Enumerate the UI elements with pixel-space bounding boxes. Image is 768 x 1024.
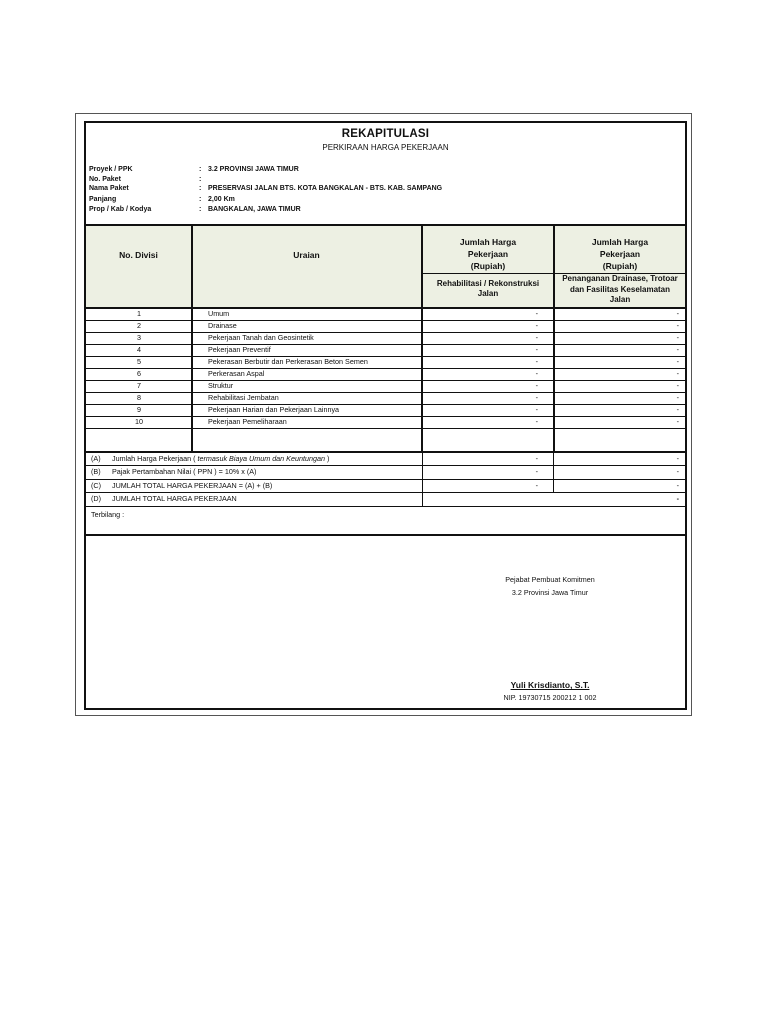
summary-text-d: JUMLAH TOTAL HARGA PEKERJAAN xyxy=(112,494,237,503)
info-label-proyek: Proyek / PPK xyxy=(89,166,133,173)
row-uraian: Pekerasan Berbutir dan Perkerasan Beton Semen xyxy=(208,357,368,366)
row-number: 9 xyxy=(137,405,141,414)
header-no-divisi: No. Divisi xyxy=(119,250,158,260)
row-number: 6 xyxy=(137,369,141,378)
row-uraian: Umum xyxy=(208,309,230,318)
header-col1-sub-line1: Rehabilitasi / Rekonstruksi xyxy=(436,279,540,288)
row-number: 3 xyxy=(137,333,141,342)
summary-text-a-main: Jumlah Harga Pekerjaan ( xyxy=(112,454,196,463)
row-uraian: Perkerasan Aspal xyxy=(208,369,265,378)
summary-column-divider xyxy=(553,452,554,492)
info-value-nama-paket: PRESERVASI JALAN BTS. KOTA BANGKALAN - BTS. KAB. SAMPANG xyxy=(208,185,443,192)
terbilang-label: Terbilang : xyxy=(91,510,125,519)
row-number: 2 xyxy=(137,321,141,330)
summary-value-c-col2: - xyxy=(676,481,679,490)
row-number: 7 xyxy=(137,381,141,390)
row-value-col1: - xyxy=(535,309,538,318)
terbilang-bottom-border xyxy=(85,534,686,536)
summary-value-b-col1: - xyxy=(535,467,538,476)
summary-text-b: Pajak Pertambahan Nilai ( PPN ) = 10% x (A) xyxy=(112,467,257,476)
row-uraian: Rehabilitasi Jembatan xyxy=(208,393,279,402)
row-uraian: Struktur xyxy=(208,381,234,390)
row-uraian: Pekerjaan Pemeliharaan xyxy=(208,417,287,426)
info-label-no-paket: No. Paket xyxy=(89,176,121,183)
row-value-col1: - xyxy=(535,333,538,342)
info-colon: : xyxy=(199,176,202,183)
info-colon: : xyxy=(199,185,202,192)
row-value-col2: - xyxy=(676,357,679,366)
info-colon: : xyxy=(199,166,202,173)
summary-code-c: (C) xyxy=(91,481,101,490)
row-value-col2: - xyxy=(676,405,679,414)
document-subtitle: PERKIRAAN HARGA PEKERJAAN xyxy=(322,143,449,152)
info-value-prop: BANGKALAN, JAWA TIMUR xyxy=(208,206,301,213)
summary-value-a-col1: - xyxy=(535,454,538,463)
row-number: 5 xyxy=(137,357,141,366)
row-uraian: Pekerjaan Preventif xyxy=(208,345,271,354)
row-value-col2: - xyxy=(676,381,679,390)
row-value-col2: - xyxy=(676,393,679,402)
summary-text-a xyxy=(112,453,329,465)
row-value-col1: - xyxy=(535,381,538,390)
row-uraian: Pekerjaan Harian dan Pekerjaan Lainnya xyxy=(208,405,340,414)
row-value-col1: - xyxy=(535,417,538,426)
summary-value-a-col2: - xyxy=(676,454,679,463)
summary-text-a-italic: termasuk Biaya Umum dan Keuntungan xyxy=(197,454,325,463)
info-value-proyek: 3.2 PROVINSI JAWA TIMUR xyxy=(208,166,299,173)
row-value-col2: - xyxy=(676,309,679,318)
info-colon: : xyxy=(199,206,202,213)
row-value-col1: - xyxy=(535,369,538,378)
summary-value-d: - xyxy=(676,494,679,503)
row-value-col2: - xyxy=(676,333,679,342)
row-value-col2: - xyxy=(676,369,679,378)
header-col2-line1: Jumlah Harga xyxy=(591,237,649,247)
header-col1-line3: (Rupiah) xyxy=(470,261,506,271)
header-col1-line1: Jumlah Harga xyxy=(459,237,517,247)
signature-name: Yuli Krisdianto, S.T. xyxy=(510,680,590,690)
header-col2-sub-line1: Penanganan Drainase, Trotoar xyxy=(562,274,678,283)
summary-text-a-tail: ) xyxy=(326,454,330,463)
row-value-col1: - xyxy=(535,345,538,354)
summary-text-c: JUMLAH TOTAL HARGA PEKERJAAN = (A) + (B) xyxy=(112,481,273,490)
row-uraian: Pekerjaan Tanah dan Geosintetik xyxy=(208,333,314,342)
info-colon: : xyxy=(199,196,202,203)
row-value-col1: - xyxy=(535,405,538,414)
header-col2-sub-line3: Jalan xyxy=(609,295,631,304)
info-label-nama-paket: Nama Paket xyxy=(89,185,129,192)
signature-unit: 3.2 Provinsi Jawa Timur xyxy=(511,588,589,597)
row-number: 10 xyxy=(135,417,143,426)
info-label-prop: Prop / Kab / Kodya xyxy=(89,206,152,213)
row-uraian: Drainase xyxy=(208,321,237,330)
header-col2-line3: (Rupiah) xyxy=(602,261,638,271)
header-col1-sub-line2: Jalan xyxy=(477,289,499,298)
row-value-col2: - xyxy=(676,417,679,426)
row-value-col1: - xyxy=(535,357,538,366)
summary-value-b-col2: - xyxy=(676,467,679,476)
signature-nip: NIP. 19730715 200212 1 002 xyxy=(503,693,597,702)
table-top-border xyxy=(85,224,686,226)
header-uraian: Uraian xyxy=(293,250,320,260)
summary-value-c-col1: - xyxy=(535,481,538,490)
row-value-col1: - xyxy=(535,321,538,330)
header-col2-sub-line2: dan Fasilitas Keselamatan xyxy=(569,284,671,294)
signature-role: Pejabat Pembuat Komitmen xyxy=(505,575,595,584)
header-col2-line2: Pekerjaan xyxy=(599,249,641,259)
summary-code-d: (D) xyxy=(91,494,101,503)
row-value-col2: - xyxy=(676,345,679,354)
row-value-col2: - xyxy=(676,321,679,330)
summary-code-a: (A) xyxy=(91,454,101,463)
row-value-col1: - xyxy=(535,393,538,402)
row-divider xyxy=(85,428,686,429)
info-value-panjang: 2,00 Km xyxy=(208,196,235,203)
header-col1-line2: Pekerjaan xyxy=(467,249,509,259)
row-number: 1 xyxy=(137,309,141,318)
summary-code-b: (B) xyxy=(91,467,101,476)
summary-divider xyxy=(85,506,686,507)
document-title: REKAPITULASI xyxy=(341,128,430,140)
row-number: 4 xyxy=(137,345,141,354)
row-number: 8 xyxy=(137,393,141,402)
info-label-panjang: Panjang xyxy=(89,196,117,203)
